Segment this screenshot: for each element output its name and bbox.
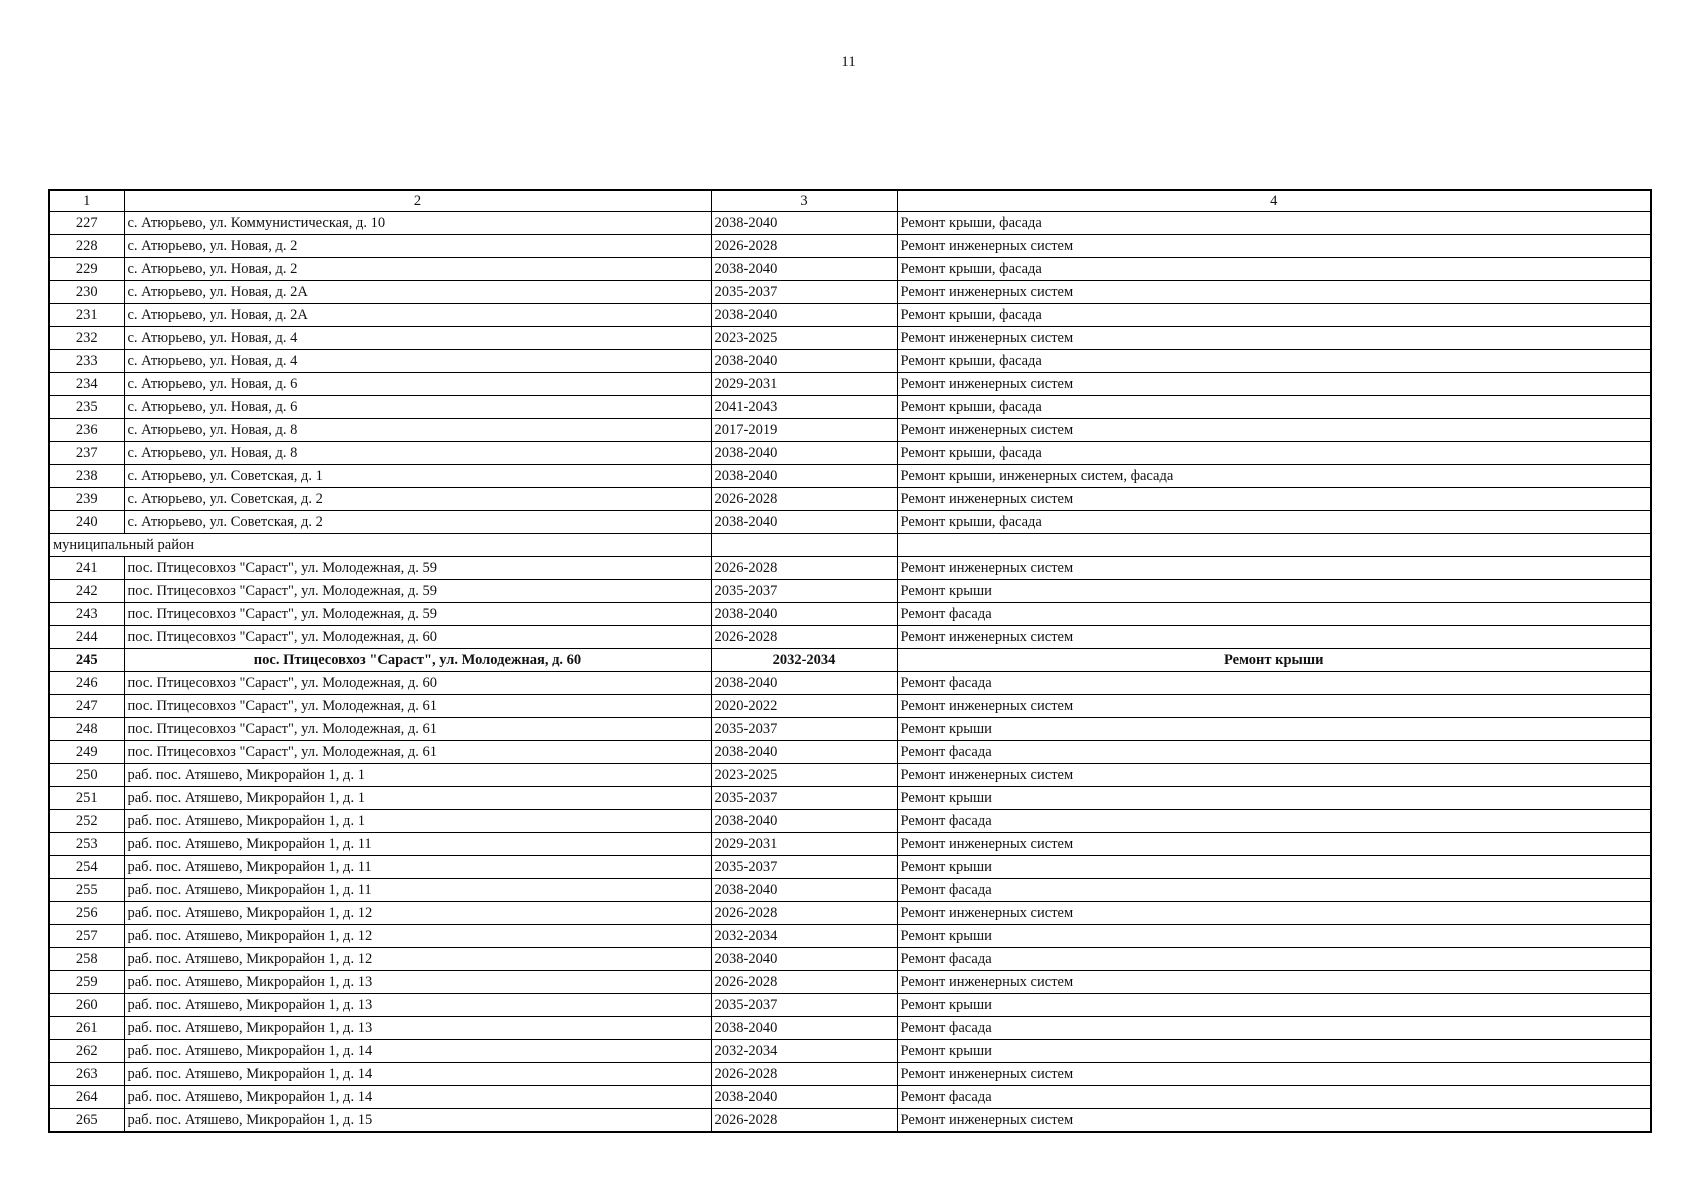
address-cell: пос. Птицесовхоз "Сараст", ул. Молодежная, д. 61	[124, 741, 711, 764]
address-cell: пос. Птицесовхоз "Сараст", ул. Молодежная, д. 59	[124, 557, 711, 580]
row-number: 227	[49, 212, 124, 235]
row-number: 259	[49, 971, 124, 994]
table-row	[49, 281, 1651, 304]
table-row	[49, 1040, 1651, 1063]
row-number: 252	[49, 810, 124, 833]
period-cell: 2035-2037	[711, 856, 897, 879]
work-type-cell: Ремонт инженерных систем	[897, 971, 1651, 994]
address-cell: пос. Птицесовхоз "Сараст", ул. Молодежная, д. 61	[124, 695, 711, 718]
table-row	[49, 235, 1651, 258]
work-type-cell: Ремонт крыши	[897, 718, 1651, 741]
row-number: 258	[49, 948, 124, 971]
period-cell: 2032-2034	[711, 925, 897, 948]
period-cell: 2017-2019	[711, 419, 897, 442]
period-cell: 2038-2040	[711, 1017, 897, 1040]
period-cell: 2038-2040	[711, 442, 897, 465]
table-row	[49, 258, 1651, 281]
address-cell: раб. пос. Атяшево, Микрорайон 1, д. 1	[124, 787, 711, 810]
table-row	[49, 879, 1651, 902]
work-type-cell: Ремонт инженерных систем	[897, 902, 1651, 925]
table-row	[49, 350, 1651, 373]
address-cell: раб. пос. Атяшево, Микрорайон 1, д. 12	[124, 902, 711, 925]
work-type-cell: Ремонт инженерных систем	[897, 833, 1651, 856]
address-cell: раб. пос. Атяшево, Микрорайон 1, д. 14	[124, 1063, 711, 1086]
period-cell: 2038-2040	[711, 465, 897, 488]
address-cell: раб. пос. Атяшево, Микрорайон 1, д. 11	[124, 879, 711, 902]
address-cell: раб. пос. Атяшево, Микрорайон 1, д. 12	[124, 948, 711, 971]
address-cell: с. Атюрьево, ул. Коммунистическая, д. 10	[124, 212, 711, 235]
work-type-cell: Ремонт фасада	[897, 741, 1651, 764]
work-type-cell: Ремонт крыши	[897, 994, 1651, 1017]
work-type-cell: Ремонт инженерных систем	[897, 281, 1651, 304]
table-row	[49, 649, 1651, 672]
period-cell: 2038-2040	[711, 603, 897, 626]
table-row	[49, 833, 1651, 856]
table-row	[49, 971, 1651, 994]
table-row	[49, 1086, 1651, 1109]
address-cell: раб. пос. Атяшево, Микрорайон 1, д. 14	[124, 1040, 711, 1063]
work-type-cell: Ремонт инженерных систем	[897, 327, 1651, 350]
address-cell: пос. Птицесовхоз "Сараст", ул. Молодежная, д. 60	[124, 626, 711, 649]
row-number: 251	[49, 787, 124, 810]
work-type-cell: Ремонт крыши	[897, 787, 1651, 810]
row-number: 230	[49, 281, 124, 304]
empty-cell	[897, 534, 1651, 557]
table-row	[49, 948, 1651, 971]
address-cell: с. Атюрьево, ул. Новая, д. 4	[124, 350, 711, 373]
table-row	[49, 925, 1651, 948]
row-number: 237	[49, 442, 124, 465]
column-header-4: 4	[897, 190, 1651, 212]
row-number: 256	[49, 902, 124, 925]
period-cell: 2035-2037	[711, 281, 897, 304]
row-number: 260	[49, 994, 124, 1017]
row-number: 234	[49, 373, 124, 396]
period-cell: 2026-2028	[711, 235, 897, 258]
table-row	[49, 764, 1651, 787]
table-row	[49, 741, 1651, 764]
row-number: 264	[49, 1086, 124, 1109]
work-type-cell: Ремонт крыши, фасада	[897, 442, 1651, 465]
row-number: 229	[49, 258, 124, 281]
work-type-cell: Ремонт крыши, фасада	[897, 304, 1651, 327]
address-cell: с. Атюрьево, ул. Новая, д. 6	[124, 396, 711, 419]
period-cell: 2038-2040	[711, 810, 897, 833]
period-cell: 2026-2028	[711, 902, 897, 925]
work-type-cell: Ремонт фасада	[897, 603, 1651, 626]
address-cell: раб. пос. Атяшево, Микрорайон 1, д. 11	[124, 833, 711, 856]
table-row	[49, 511, 1651, 534]
address-cell: с. Атюрьево, ул. Советская, д. 2	[124, 511, 711, 534]
row-number: 239	[49, 488, 124, 511]
column-header-1: 1	[49, 190, 124, 212]
period-cell: 2035-2037	[711, 718, 897, 741]
row-number: 235	[49, 396, 124, 419]
address-cell: раб. пос. Атяшево, Микрорайон 1, д. 15	[124, 1109, 711, 1133]
address-cell: раб. пос. Атяшево, Микрорайон 1, д. 13	[124, 994, 711, 1017]
table-row	[49, 373, 1651, 396]
address-cell: раб. пос. Атяшево, Микрорайон 1, д. 12	[124, 925, 711, 948]
row-number: 246	[49, 672, 124, 695]
table-row	[49, 304, 1651, 327]
table-row	[49, 603, 1651, 626]
table-row	[49, 557, 1651, 580]
period-cell: 2038-2040	[711, 879, 897, 902]
work-type-cell: Ремонт инженерных систем	[897, 1109, 1651, 1133]
period-cell: 2038-2040	[711, 511, 897, 534]
table-row	[49, 672, 1651, 695]
period-cell: 2029-2031	[711, 373, 897, 396]
section-label: муниципальный район	[49, 534, 711, 557]
row-number: 249	[49, 741, 124, 764]
work-type-cell: Ремонт крыши, фасада	[897, 396, 1651, 419]
address-cell: с. Атюрьево, ул. Новая, д. 8	[124, 419, 711, 442]
address-cell: раб. пос. Атяшево, Микрорайон 1, д. 11	[124, 856, 711, 879]
period-cell: 2026-2028	[711, 1063, 897, 1086]
address-cell: раб. пос. Атяшево, Микрорайон 1, д. 13	[124, 971, 711, 994]
address-cell: с. Атюрьево, ул. Новая, д. 2	[124, 235, 711, 258]
period-cell: 2026-2028	[711, 971, 897, 994]
work-type-cell: Ремонт крыши	[897, 580, 1651, 603]
address-cell: с. Атюрьево, ул. Новая, д. 4	[124, 327, 711, 350]
period-cell: 2038-2040	[711, 258, 897, 281]
work-type-cell: Ремонт крыши	[897, 649, 1651, 672]
address-cell: пос. Птицесовхоз "Сараст", ул. Молодежная, д. 59	[124, 603, 711, 626]
row-number: 254	[49, 856, 124, 879]
table-row	[49, 580, 1651, 603]
address-cell: пос. Птицесовхоз "Сараст", ул. Молодежная, д. 60	[124, 672, 711, 695]
work-type-cell: Ремонт инженерных систем	[897, 419, 1651, 442]
work-type-cell: Ремонт крыши	[897, 1040, 1651, 1063]
work-type-cell: Ремонт крыши, фасада	[897, 212, 1651, 235]
period-cell: 2026-2028	[711, 488, 897, 511]
row-number: 250	[49, 764, 124, 787]
work-type-cell: Ремонт крыши, фасада	[897, 350, 1651, 373]
table-row	[49, 1109, 1651, 1133]
period-cell: 2026-2028	[711, 1109, 897, 1133]
row-number: 248	[49, 718, 124, 741]
column-header-3: 3	[711, 190, 897, 212]
period-cell: 2029-2031	[711, 833, 897, 856]
work-type-cell: Ремонт фасада	[897, 948, 1651, 971]
address-cell: раб. пос. Атяшево, Микрорайон 1, д. 1	[124, 810, 711, 833]
table-row	[49, 327, 1651, 350]
row-number: 243	[49, 603, 124, 626]
address-cell: раб. пос. Атяшево, Микрорайон 1, д. 14	[124, 1086, 711, 1109]
address-cell: с. Атюрьево, ул. Советская, д. 1	[124, 465, 711, 488]
table-row	[49, 1017, 1651, 1040]
work-type-cell: Ремонт инженерных систем	[897, 235, 1651, 258]
row-number: 232	[49, 327, 124, 350]
period-cell: 2038-2040	[711, 1086, 897, 1109]
work-type-cell: Ремонт инженерных систем	[897, 626, 1651, 649]
work-type-cell: Ремонт фасада	[897, 879, 1651, 902]
work-type-cell: Ремонт крыши, инженерных систем, фасада	[897, 465, 1651, 488]
work-type-cell: Ремонт фасада	[897, 1086, 1651, 1109]
address-cell: с. Атюрьево, ул. Новая, д. 2А	[124, 281, 711, 304]
table-row	[49, 718, 1651, 741]
row-number: 241	[49, 557, 124, 580]
address-cell: с. Атюрьево, ул. Новая, д. 6	[124, 373, 711, 396]
row-number: 257	[49, 925, 124, 948]
work-type-cell: Ремонт инженерных систем	[897, 557, 1651, 580]
work-type-cell: Ремонт фасада	[897, 810, 1651, 833]
table-row	[49, 442, 1651, 465]
table-row	[49, 810, 1651, 833]
period-cell: 2038-2040	[711, 212, 897, 235]
row-number: 228	[49, 235, 124, 258]
page-number: 11	[841, 54, 856, 70]
work-type-cell: Ремонт крыши	[897, 925, 1651, 948]
row-number: 233	[49, 350, 124, 373]
row-number: 247	[49, 695, 124, 718]
period-cell: 2035-2037	[711, 787, 897, 810]
period-cell: 2038-2040	[711, 350, 897, 373]
period-cell: 2041-2043	[711, 396, 897, 419]
row-number: 262	[49, 1040, 124, 1063]
period-cell: 2038-2040	[711, 948, 897, 971]
period-cell: 2032-2034	[711, 649, 897, 672]
period-cell: 2038-2040	[711, 304, 897, 327]
work-type-cell: Ремонт крыши, фасада	[897, 258, 1651, 281]
table-row	[49, 419, 1651, 442]
work-type-cell: Ремонт инженерных систем	[897, 1063, 1651, 1086]
row-number: 238	[49, 465, 124, 488]
table-row	[49, 1063, 1651, 1086]
table-row	[49, 856, 1651, 879]
work-type-cell: Ремонт крыши, фасада	[897, 511, 1651, 534]
address-cell: с. Атюрьево, ул. Новая, д. 2	[124, 258, 711, 281]
address-cell: раб. пос. Атяшево, Микрорайон 1, д. 1	[124, 764, 711, 787]
address-cell: с. Атюрьево, ул. Новая, д. 2А	[124, 304, 711, 327]
table-row	[49, 902, 1651, 925]
address-cell: с. Атюрьево, ул. Советская, д. 2	[124, 488, 711, 511]
row-number: 240	[49, 511, 124, 534]
header-row	[49, 190, 1651, 212]
period-cell: 2038-2040	[711, 741, 897, 764]
row-number: 265	[49, 1109, 124, 1133]
table-row	[49, 465, 1651, 488]
work-type-cell: Ремонт фасада	[897, 672, 1651, 695]
row-number: 261	[49, 1017, 124, 1040]
period-cell: 2026-2028	[711, 557, 897, 580]
period-cell: 2026-2028	[711, 626, 897, 649]
work-type-cell: Ремонт инженерных систем	[897, 488, 1651, 511]
table-row	[49, 994, 1651, 1017]
table-row	[49, 695, 1651, 718]
row-number: 245	[49, 649, 124, 672]
column-header-2: 2	[124, 190, 711, 212]
period-cell: 2035-2037	[711, 994, 897, 1017]
period-cell: 2023-2025	[711, 327, 897, 350]
work-type-cell: Ремонт инженерных систем	[897, 764, 1651, 787]
period-cell: 2032-2034	[711, 1040, 897, 1063]
address-cell: раб. пос. Атяшево, Микрорайон 1, д. 13	[124, 1017, 711, 1040]
row-number: 255	[49, 879, 124, 902]
row-number: 242	[49, 580, 124, 603]
table-body	[49, 190, 1651, 1132]
empty-cell	[711, 534, 897, 557]
address-cell: пос. Птицесовхоз "Сараст", ул. Молодежная, д. 61	[124, 718, 711, 741]
row-number: 253	[49, 833, 124, 856]
address-cell: пос. Птицесовхоз "Сараст", ул. Молодежная, д. 59	[124, 580, 711, 603]
period-cell: 2038-2040	[711, 672, 897, 695]
section-row	[49, 534, 1651, 557]
work-type-cell: Ремонт инженерных систем	[897, 373, 1651, 396]
row-number: 244	[49, 626, 124, 649]
address-cell: с. Атюрьево, ул. Новая, д. 8	[124, 442, 711, 465]
table-row	[49, 488, 1651, 511]
row-number: 236	[49, 419, 124, 442]
table-row	[49, 212, 1651, 235]
table-row	[49, 396, 1651, 419]
table-row	[49, 626, 1651, 649]
work-type-cell: Ремонт инженерных систем	[897, 695, 1651, 718]
row-number: 263	[49, 1063, 124, 1086]
period-cell: 2023-2025	[711, 764, 897, 787]
work-type-cell: Ремонт фасада	[897, 1017, 1651, 1040]
period-cell: 2020-2022	[711, 695, 897, 718]
period-cell: 2035-2037	[711, 580, 897, 603]
table-row	[49, 787, 1651, 810]
repair-schedule-table	[48, 189, 1652, 1133]
address-cell: пос. Птицесовхоз "Сараст", ул. Молодежная, д. 60	[124, 649, 711, 672]
work-type-cell: Ремонт крыши	[897, 856, 1651, 879]
row-number: 231	[49, 304, 124, 327]
